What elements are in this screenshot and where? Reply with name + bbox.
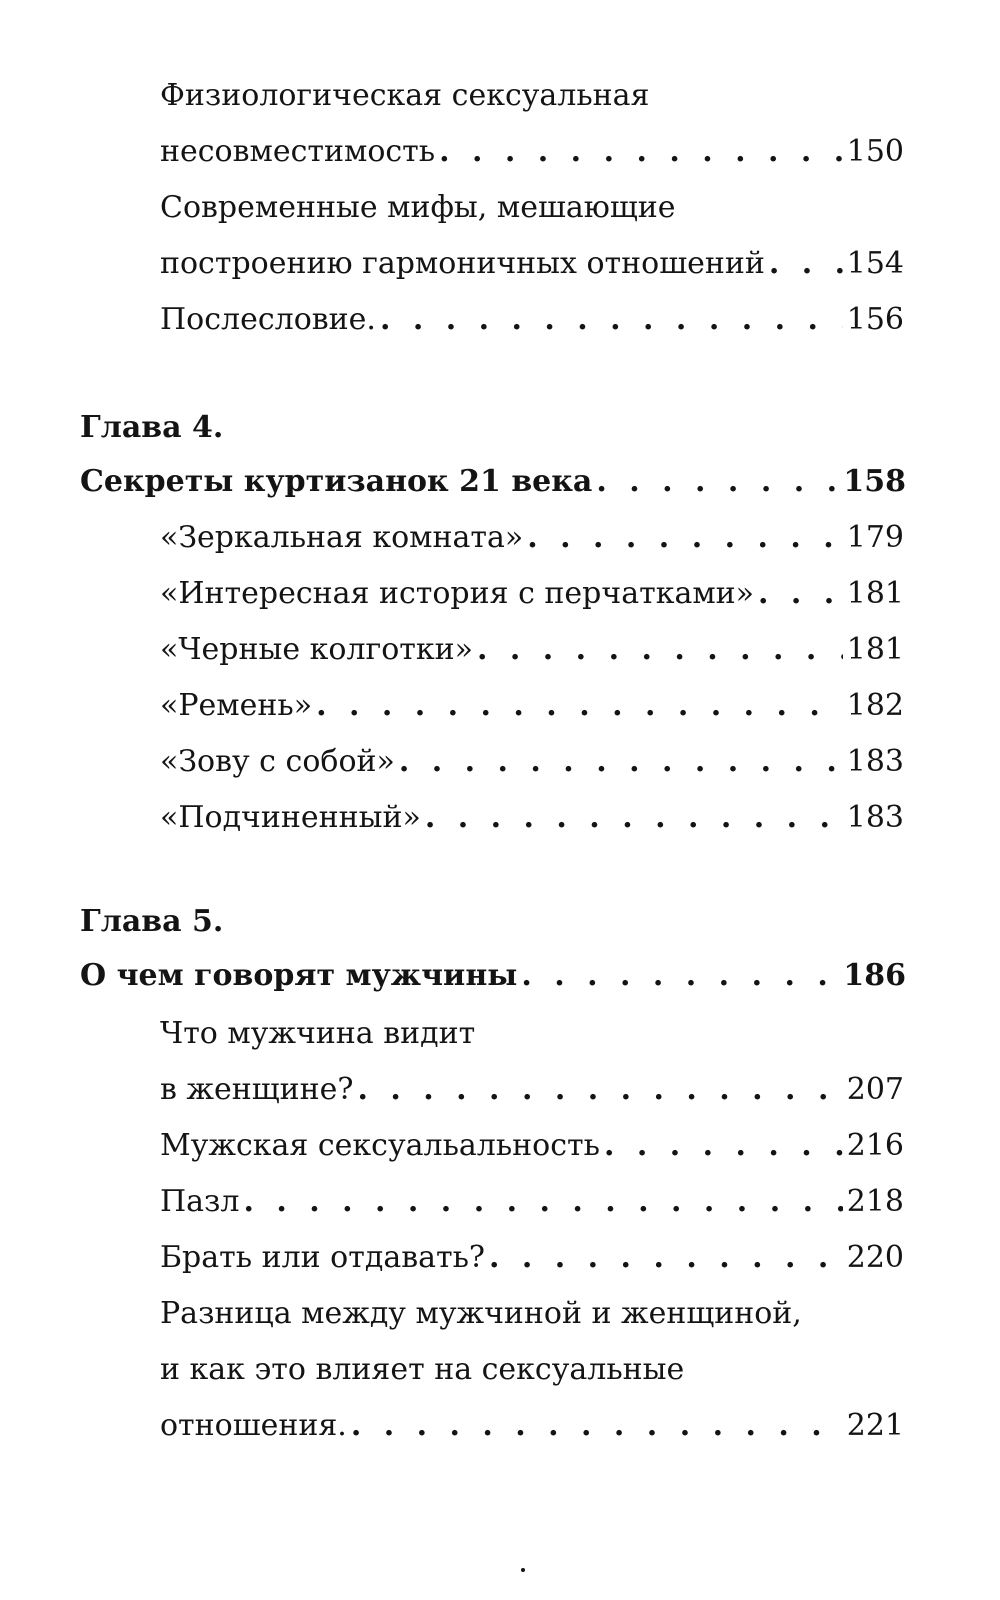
page-number: 156 — [846, 302, 904, 337]
page-number: 207 — [846, 1072, 904, 1107]
chapter-4-label: Глава 4. — [80, 410, 224, 445]
toc-entry-myths: построению гармоничных отношений . . . 154 — [160, 244, 904, 284]
dot-leader — [604, 1126, 843, 1166]
toc-entry-myths-line1: Современные мифы, мешающие — [160, 190, 676, 225]
dot-leader — [527, 518, 842, 558]
toc-entry-physiological: несовместимость . . . 150 — [160, 132, 904, 172]
dot-leader — [489, 1238, 843, 1278]
toc-entry-puzzle: Пазл . . . 218 — [160, 1182, 904, 1222]
chapter-4-title: Секреты куртизанок 21 века . . . 158 — [80, 462, 906, 502]
toc-entry-subordinate: «Подчиненный» . . . 183 — [160, 798, 904, 838]
dot-leader — [351, 1406, 843, 1446]
toc-entry-mirror-room: «Зеркальная комната» . . . 179 — [160, 518, 904, 558]
page-number: 182 — [846, 688, 904, 723]
dot-leader — [399, 742, 843, 782]
page-number: 183 — [846, 800, 904, 835]
toc-entry-what-man-sees-line1: Что мужчина видит — [160, 1016, 476, 1051]
toc-entry-gloves-story: «Интересная история с перчатками» . . . 181 — [160, 574, 904, 614]
dot-leader — [358, 1070, 843, 1110]
dot-leader — [477, 630, 843, 670]
page-number: 216 — [846, 1128, 904, 1163]
dot-leader — [425, 798, 843, 838]
chapter-5-label: Глава 5. — [80, 904, 224, 939]
page-number: 158 — [843, 464, 906, 499]
toc-entry-call-with-me: «Зову с собой» . . . 183 — [160, 742, 904, 782]
page-number: 181 — [846, 632, 904, 667]
toc-entry-take-or-give: Брать или отдавать? . . . 220 — [160, 1238, 904, 1278]
print-speck — [521, 1568, 525, 1572]
page-number: 183 — [846, 744, 904, 779]
page-number: 179 — [846, 520, 904, 555]
toc-entry-black-tights: «Черные колготки» . . . 181 — [160, 630, 904, 670]
dot-leader — [316, 686, 843, 726]
toc-entry-what-man-sees: в женщине? . . . 207 — [160, 1070, 904, 1110]
chapter-5-title: О чем говорят мужчины . . . 186 — [80, 956, 906, 996]
page-number: 218 — [846, 1184, 904, 1219]
toc-entry-difference: отношения. . . . 221 — [160, 1406, 904, 1446]
dot-leader — [439, 132, 843, 172]
toc-entry-difference-line2: и как это влияет на сексуальные — [160, 1352, 685, 1387]
dot-leader — [380, 300, 843, 340]
toc-entry-difference-line1: Разница между мужчиной и женщиной, — [160, 1296, 802, 1331]
page-number: 220 — [846, 1240, 904, 1275]
dot-leader — [596, 462, 839, 502]
page-number: 154 — [846, 246, 904, 281]
dot-leader — [243, 1182, 842, 1222]
page-number: 181 — [846, 576, 904, 611]
page-number: 221 — [846, 1408, 904, 1443]
page-number: 150 — [846, 134, 904, 169]
dot-leader — [521, 956, 839, 996]
page-number: 186 — [843, 958, 906, 993]
toc-entry-male-sexuality: Мужская сексуальальность . . . 216 — [160, 1126, 904, 1166]
toc-entry-belt: «Ремень» . . . 182 — [160, 686, 904, 726]
dot-leader — [769, 244, 843, 284]
dot-leader — [758, 574, 843, 614]
toc-entry-physiological-line1: Физиологическая сексуальная — [160, 78, 650, 113]
toc-entry-afterword: Послесловие. . . . 156 — [160, 300, 904, 340]
